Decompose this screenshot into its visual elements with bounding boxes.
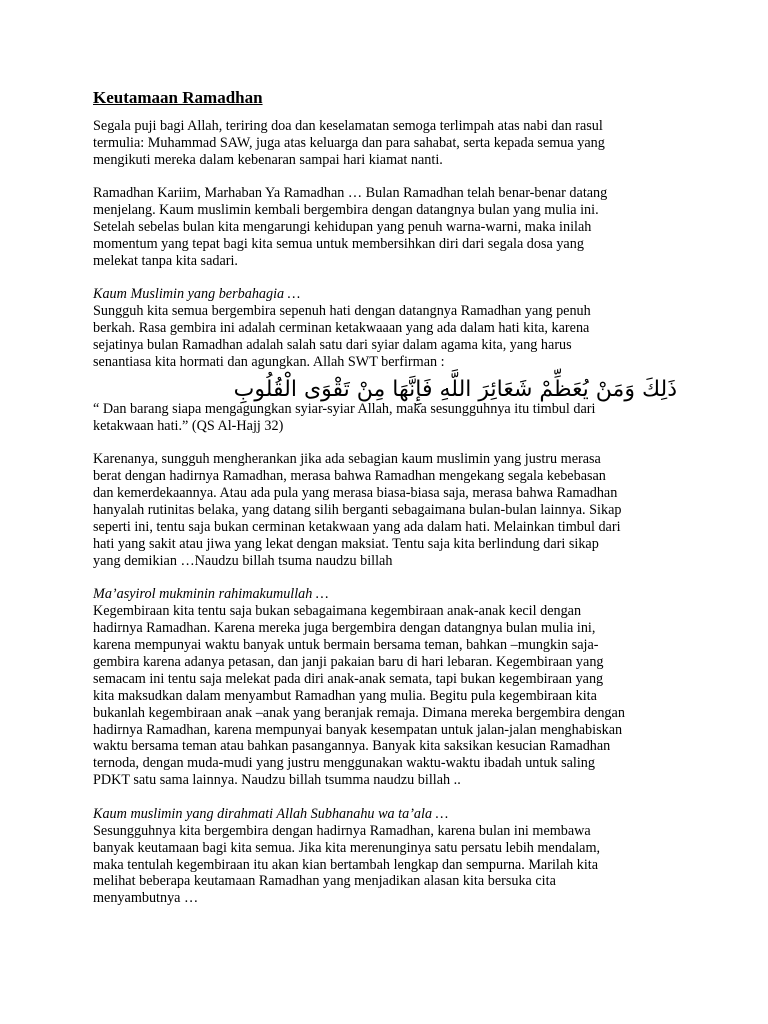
verse-translation: “ Dan barang siapa mengagungkan syiar-syiar Allah, maka sesungguhnya itu timbul dari ketakwaan hati.” (QS Al-Hajj 32) bbox=[93, 400, 596, 434]
ramadhan-kariim-paragraph: Ramadhan Kariim, Marhaban Ya Ramadhan … Bulan Ramadhan telah benar-benar datang menjelang. Kaum muslimin kembali bergembira dengan datangnya bulan yang mulia ini. Setelah sebelas bulan kita mengarungi kehidupan yang penuh warna-warni, maka inilah momentum yang tepat bagi kita semua untuk membersihkan diri dari segala dosa yang melekat tanpa kita sadari. bbox=[93, 185, 608, 269]
section-heading: Ma’asyirol mukminin rahimakumullah … bbox=[93, 586, 329, 603]
section-masyirol bbox=[93, 586, 683, 789]
intro-paragraph: Segala puji bagi Allah, teriring doa dan keselamatan semoga terlimpah atas nabi dan rasul termulia: Muhammad SAW, juga atas keluarga dan para sahabat, serta kepada semua yang mengikuti mereka dalam kebenaran sampai hari kiamat nanti. bbox=[93, 118, 605, 168]
section-dirahmati bbox=[93, 806, 683, 907]
karenanya-paragraph: Karenanya, sungguh mengherankan jika ada sebagian kaum muslimin yang justru merasa berat dengan hadirnya Ramadhan, merasa bahwa Ramadhan mengekang segala kebebasan dan kemerdekaannya. Atau ada pula yang merasa biasa-biasa saja, merasa bahwa Ramadhan hanyalah rutinitas belaka, yang datang silih berganti sebagaimana bulan-bulan lainnya. Sikap seperti ini, tentu saja bukan cerminan ketakwaan yang ada dalam hati. Melainkan timbul dari hati yang sakit atau jiwa yang lekat dengan maksiat. Tentu saja kita berlindung dari sikap yang demikian …Naudzu billah tsuma naudzu billah bbox=[93, 451, 622, 569]
section-body: Sesungguhnya kita bergembira dengan hadirnya Ramadhan, karena bulan ini membawa banyak keutamaan bagi kita semua. Jika kita merenunginya satu persatu lebih mendalam, maka tentulah kegembiraan itu akan kian bertambah lengkap dan sempurna. Marilah kita melihat beberapa keutamaan Ramadhan yang menjadikan alasan kita bersuka cita menyambutnya … bbox=[93, 822, 601, 907]
section-body: Sungguh kita semua bergembira sepenuh hati dengan datangnya Ramadhan yang penuh berkah. Rasa gembira ini adalah cerminan ketakwaaan yang ada dalam hati kita, karena sejatinya bulan Ramadhan adalah salah satu dari syiar dalam agama kita, yang harus senantiasa kita hormati dan agungkan. Allah SWT berfirman : bbox=[93, 303, 591, 371]
section-berbahagia bbox=[93, 286, 683, 434]
section-heading: Kaum Muslimin yang berbahagia … bbox=[93, 286, 301, 303]
section-heading: Kaum muslimin yang dirahmati Allah Subhanahu wa ta’ala … bbox=[93, 805, 449, 822]
document-page bbox=[93, 88, 683, 924]
document-title: Keutamaan Ramadhan bbox=[93, 88, 263, 107]
arabic-verse: ذَلِكَ وَمَنْ يُعَظِّمْ شَعَائِرَ اللَّهِ فَإِنَّهَا مِنْ تَقْوَى الْقُلُوبِ bbox=[233, 376, 677, 402]
section-body: Kegembiraan kita tentu saja bukan sebagaimana kegembiraan anak-anak kecil dengan hadirnya Ramadhan. Karena mereka juga bergembira dengan datangnya bulan mulia ini, karena mempunyai waktu banyak untuk bermain bersama teman, bahkan –mungkin saja- gembira karena adanya petasan, dan janji pakaian baru di hari lebaran. Kegembiraan yang semacam ini tentu saja melekat pada diri anak-anak semata, tapi bukan kegembiraan yang kita maksudkan dalam menyambut Ramadhan yang mulia. Begitu pula kegembiraan kita bukanlah kegembiraan anak –anak yang beranjak remaja. Dimana mereka bergembira dengan hadirnya Ramadhan, karena mempunyai banyak kesempatan untuk jalan-jalan menghabiskan waktu bersama teman atau bahkan pasangannya. Banyak kita saksikan kesucian Ramadhan ternoda, dengan muda-mudi yang justru menggunakan waktu-waktu ibadah untuk saling PDKT satu sama lainnya. Naudzu billah tsumma naudzu billah .. bbox=[93, 603, 625, 789]
